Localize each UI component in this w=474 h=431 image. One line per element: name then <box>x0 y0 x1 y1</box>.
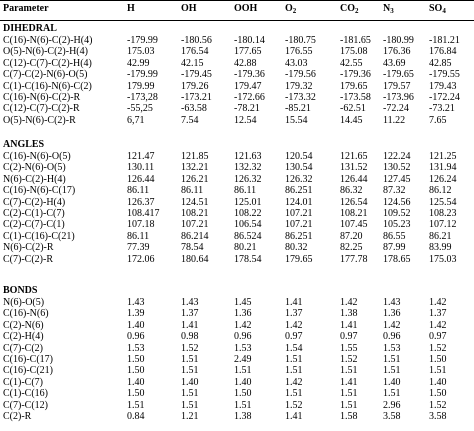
value-cell: 1.45 <box>234 297 252 308</box>
value-cell: 107.21 <box>285 219 313 231</box>
value-cell: 176.84 <box>429 46 457 58</box>
value-cell: 120.54 <box>285 151 313 162</box>
value-cell: 1.51 <box>383 365 401 377</box>
value-cell: 107.21 <box>181 219 209 231</box>
table-row <box>0 197 474 208</box>
value-cell: 126.44 <box>127 173 155 185</box>
value-cell: 86.11 <box>127 230 150 242</box>
value-cell: 126.32 <box>234 173 262 185</box>
value-cell: 0.96 <box>127 331 145 343</box>
value-cell: 178.65 <box>383 253 411 265</box>
header-parameter: Parameter <box>3 3 49 14</box>
value-cell: 1.37 <box>285 308 303 320</box>
value-cell: 86.12 <box>429 185 452 197</box>
parameter-cell: C(16)-N(6)-O(5) <box>3 151 71 162</box>
value-cell: 87.20 <box>340 230 363 242</box>
table-row <box>0 231 474 242</box>
value-cell: 1.42 <box>429 297 447 308</box>
parameter-cell: C(7)-C(2)-N(6)-O(5) <box>3 69 88 81</box>
value-cell: 179.99 <box>127 80 155 92</box>
value-cell: 86.11 <box>234 185 257 197</box>
value-cell: 108.417 <box>127 208 160 219</box>
value-cell: 1.42 <box>340 297 358 308</box>
value-cell: 175.03 <box>429 253 457 265</box>
header-oh: OH <box>181 3 197 14</box>
value-cell: -179.36 <box>234 69 265 81</box>
value-cell: 86.251 <box>285 230 313 242</box>
parameter-cell: C(2)-C(1)-C(7) <box>3 208 65 219</box>
value-cell: 1.38 <box>340 308 358 320</box>
header-rule <box>0 20 474 21</box>
value-cell: 42.88 <box>234 57 257 69</box>
parameter-cell: C(1)-C(16) <box>3 388 48 400</box>
value-cell: 1.52 <box>429 342 447 354</box>
value-cell: 106.54 <box>234 219 262 231</box>
value-cell: 130.11 <box>127 162 155 174</box>
value-cell: 86.524 <box>234 230 262 242</box>
value-cell: 0.97 <box>285 331 303 343</box>
value-cell: 178.54 <box>234 253 262 265</box>
value-cell: 108.21 <box>181 208 209 219</box>
value-cell: 1.53 <box>127 342 145 354</box>
value-cell: -180.14 <box>234 35 265 46</box>
value-cell: 1.51 <box>429 365 447 377</box>
value-cell: -180.99 <box>383 35 414 46</box>
value-cell: 126.54 <box>340 196 368 208</box>
value-cell: -181.65 <box>340 35 371 46</box>
parameter-cell: C(7)-C(2) <box>3 342 43 354</box>
table-header <box>0 3 474 17</box>
parameter-cell: C(16)-N(6)-C(2)-R <box>3 92 81 103</box>
value-cell: 1.51 <box>285 388 303 400</box>
parameter-cell: C(12)-C(7)-C(2)-H(4) <box>3 57 92 69</box>
value-cell: -63.58 <box>181 103 207 115</box>
value-cell: 42.99 <box>127 57 150 69</box>
value-cell: 1.51 <box>127 399 145 411</box>
value-cell: 177.78 <box>340 253 368 265</box>
value-cell: 126.32 <box>285 173 313 185</box>
value-cell: 1.41 <box>285 297 303 308</box>
value-cell: 122.24 <box>383 151 411 162</box>
value-cell: 109.52 <box>383 208 411 219</box>
value-cell: 1.51 <box>383 354 401 365</box>
table-row <box>0 162 474 173</box>
parameter-cell: C(7)-C(12) <box>3 399 48 411</box>
value-cell: 1.51 <box>234 399 252 411</box>
value-cell: 1.51 <box>181 399 199 411</box>
value-cell: 1.51 <box>340 388 358 400</box>
value-cell: 15.54 <box>285 114 308 126</box>
value-cell: -173.58 <box>340 92 371 103</box>
value-cell: 107.45 <box>340 219 368 231</box>
parameter-cell: C(1)-C(16)-N(6)-C(2) <box>3 80 92 92</box>
value-cell: 180.64 <box>181 253 209 265</box>
table-row <box>0 254 474 265</box>
value-cell: 1.50 <box>127 388 145 400</box>
value-cell: 124.01 <box>285 196 313 208</box>
value-cell: 179.26 <box>181 80 209 92</box>
value-cell: 1.51 <box>340 399 358 411</box>
value-cell: 1.52 <box>285 399 303 411</box>
header-o2: $O_2$ <box>285 3 297 15</box>
value-cell: 179.65 <box>340 80 368 92</box>
value-cell: 1.54 <box>285 342 303 354</box>
parameter-cell: N(6)-C(2)-H(4) <box>3 173 66 185</box>
value-cell: 1.51 <box>340 365 358 377</box>
parameter-cell: C(2)-N(6) <box>3 319 44 331</box>
value-cell: -55,25 <box>127 103 153 115</box>
parameter-cell: C(12)-C(7)-C(2)-R <box>3 103 80 115</box>
value-cell: 172.06 <box>127 253 155 265</box>
value-cell: 43.69 <box>383 57 406 69</box>
value-cell: 126.24 <box>429 173 457 185</box>
value-cell: 1.37 <box>181 308 199 320</box>
value-cell: -73.21 <box>429 103 455 115</box>
value-cell: 179.32 <box>285 80 313 92</box>
value-cell: 105.23 <box>383 219 411 231</box>
value-cell: 86.55 <box>383 230 406 242</box>
value-cell: 176.54 <box>181 46 209 58</box>
header-n3: $N_3$ <box>383 3 394 15</box>
value-cell: 1.42 <box>429 319 447 331</box>
value-cell: -179.99 <box>127 69 158 81</box>
value-cell: 86.11 <box>127 185 150 197</box>
value-cell: 82.25 <box>340 242 363 254</box>
value-cell: -173.96 <box>383 92 414 103</box>
value-cell: 177.65 <box>234 46 262 58</box>
value-cell: 179.43 <box>429 80 457 92</box>
value-cell: 0.96 <box>383 331 401 343</box>
value-cell: 43.03 <box>285 57 308 69</box>
value-cell: 1.21 <box>181 411 199 422</box>
value-cell: 1.40 <box>429 376 447 388</box>
table-row <box>0 411 474 422</box>
value-cell: 3.58 <box>383 411 401 422</box>
parameter-cell: C(2)-C(7)-C(1) <box>3 219 65 231</box>
value-cell: 1.50 <box>127 365 145 377</box>
value-cell: 175.03 <box>127 46 155 58</box>
value-cell: 1.36 <box>383 308 401 320</box>
value-cell: 2.49 <box>234 354 252 365</box>
value-cell: -173.32 <box>285 92 316 103</box>
value-cell: 1.51 <box>285 365 303 377</box>
value-cell: 107.18 <box>127 219 155 231</box>
header-so4: $SO_4$ <box>429 3 446 15</box>
parameter-cell: N(6)-C(2)-R <box>3 242 54 254</box>
table-row <box>0 331 474 342</box>
parameter-cell: C(16)-C(21) <box>3 365 53 377</box>
value-cell: 0.97 <box>340 331 358 343</box>
parameter-cell: O(5)-N(6)-C(2)-H(4) <box>3 46 88 58</box>
value-cell: 1.41 <box>181 319 199 331</box>
header-h: H <box>127 3 135 14</box>
value-cell: 1.42 <box>383 319 401 331</box>
value-cell: 86.32 <box>340 185 363 197</box>
value-cell: 1.36 <box>234 308 252 320</box>
value-cell: 2.96 <box>383 399 401 411</box>
value-cell: 0.84 <box>127 411 145 422</box>
parameter-cell: C(16)-C(17) <box>3 354 53 365</box>
value-cell: 1.50 <box>429 354 447 365</box>
value-cell: 1.53 <box>383 342 401 354</box>
value-cell: 1.40 <box>383 376 401 388</box>
parameter-cell: C(16)-N(6)-C(17) <box>3 185 76 197</box>
parameter-cell: C(7)-C(2)-H(4) <box>3 196 66 208</box>
value-cell: 11.22 <box>383 114 406 126</box>
value-cell: 1.51 <box>181 388 199 400</box>
value-cell: 126.21 <box>181 173 209 185</box>
table-row <box>0 297 474 308</box>
value-cell: 1.41 <box>340 319 358 331</box>
value-cell: 1.43 <box>127 297 145 308</box>
value-cell: 1.58 <box>340 411 358 422</box>
value-cell: -173.21 <box>181 92 212 103</box>
value-cell: 121.47 <box>127 151 155 162</box>
parameter-cell: C(2)-R <box>3 411 32 422</box>
top-rule <box>0 0 474 1</box>
table-row <box>0 92 474 103</box>
value-cell: -62.51 <box>340 103 366 115</box>
value-cell: -78.21 <box>234 103 260 115</box>
value-cell: -180.56 <box>181 35 212 46</box>
table-row <box>0 208 474 219</box>
value-cell: 1.37 <box>429 308 447 320</box>
value-cell: 12.54 <box>234 114 257 126</box>
value-cell: 78.54 <box>181 242 204 254</box>
value-cell: 108.23 <box>429 208 457 219</box>
value-cell: 1.41 <box>285 411 303 422</box>
table-row <box>0 219 474 230</box>
header-co2: $CO_2$ <box>340 3 359 15</box>
value-cell: 179.57 <box>383 80 411 92</box>
value-cell: 42.55 <box>340 57 363 69</box>
value-cell: 132.21 <box>181 162 209 174</box>
value-cell: 107.12 <box>429 219 457 231</box>
value-cell: 1.40 <box>181 376 199 388</box>
value-cell: 42.85 <box>429 57 452 69</box>
section-title-text: DIHEDRAL <box>3 23 57 34</box>
value-cell: 1.40 <box>127 376 145 388</box>
table-row <box>0 320 474 331</box>
bonds-section-title <box>0 285 474 296</box>
value-cell: 0.97 <box>429 331 447 343</box>
value-cell: 1.40 <box>127 319 145 331</box>
parameter-cell: C(1)-C(7) <box>3 376 43 388</box>
value-cell: 125.54 <box>429 196 457 208</box>
value-cell: 121.25 <box>429 151 457 162</box>
value-cell: 86.214 <box>181 230 209 242</box>
table-row <box>0 343 474 354</box>
value-cell: 126.44 <box>340 173 368 185</box>
value-cell: -179.56 <box>285 69 316 81</box>
value-cell: 1.55 <box>340 342 358 354</box>
table-row <box>0 35 474 46</box>
dihedral-section-title <box>0 23 474 34</box>
value-cell: 176.36 <box>383 46 411 58</box>
value-cell: 1.50 <box>127 354 145 365</box>
value-cell: -179.36 <box>340 69 371 81</box>
table-row <box>0 103 474 114</box>
value-cell: 1.42 <box>285 376 303 388</box>
value-cell: 1.51 <box>285 354 303 365</box>
value-cell: -72.24 <box>383 103 409 115</box>
table-row <box>0 377 474 388</box>
table-row <box>0 185 474 196</box>
value-cell: 1.41 <box>340 376 358 388</box>
table-row <box>0 388 474 399</box>
value-cell: 14.45 <box>340 114 363 126</box>
value-cell: -173,28 <box>127 92 158 103</box>
value-cell: 83.99 <box>429 242 452 254</box>
value-cell: 125.01 <box>234 196 262 208</box>
table-row <box>0 242 474 253</box>
value-cell: 121.65 <box>340 151 368 162</box>
table-row <box>0 365 474 376</box>
parameter-cell: N(6)-O(5) <box>3 297 45 308</box>
value-cell: -179.55 <box>429 69 460 81</box>
value-cell: 86.251 <box>285 185 313 197</box>
value-cell: 1.43 <box>383 297 401 308</box>
table-row <box>0 69 474 80</box>
value-cell: 131.52 <box>340 162 368 174</box>
value-cell: 175.08 <box>340 46 368 58</box>
value-cell: 77.39 <box>127 242 150 254</box>
parameter-cell: C(2)-H(4) <box>3 331 44 343</box>
value-cell: 1.52 <box>429 399 447 411</box>
table-row <box>0 58 474 69</box>
parameter-cell: O(5)-N(6)-C(2)-R <box>3 114 76 126</box>
value-cell: -179.99 <box>127 35 158 46</box>
value-cell: 1.42 <box>285 319 303 331</box>
value-cell: 121.63 <box>234 151 262 162</box>
value-cell: 176.55 <box>285 46 313 58</box>
header-ooh: OOH <box>234 3 258 14</box>
value-cell: 1.53 <box>234 342 252 354</box>
value-cell: 1.52 <box>181 342 199 354</box>
value-cell: -181.21 <box>429 35 460 46</box>
value-cell: -85.21 <box>285 103 311 115</box>
value-cell: 108.22 <box>234 208 262 219</box>
value-cell: 130.52 <box>383 162 411 174</box>
value-cell: 1.51 <box>234 365 252 377</box>
table-row <box>0 354 474 365</box>
section-title-text: ANGLES <box>3 139 45 150</box>
parameter-cell: C(7)-C(2)-R <box>3 253 53 265</box>
value-cell: 1.39 <box>127 308 145 320</box>
value-cell: 1.51 <box>383 388 401 400</box>
value-cell: 87.32 <box>383 185 406 197</box>
value-cell: 107.21 <box>285 208 313 219</box>
value-cell: 1.50 <box>429 388 447 400</box>
parameter-cell: C(2)-N(6)-O(5) <box>3 162 66 174</box>
value-cell: 0.98 <box>181 331 199 343</box>
table-row <box>0 174 474 185</box>
value-cell: 179.47 <box>234 80 262 92</box>
value-cell: 1.52 <box>340 354 358 365</box>
value-cell: 1.43 <box>181 297 199 308</box>
value-cell: 1.38 <box>234 411 252 422</box>
value-cell: -179.65 <box>383 69 414 81</box>
angles-section-title <box>0 139 474 150</box>
value-cell: 80.21 <box>234 242 257 254</box>
parameter-cell: C(1)-C(16)-C(21) <box>3 230 75 242</box>
value-cell: -172.24 <box>429 92 460 103</box>
value-cell: 1.50 <box>234 388 252 400</box>
value-cell: 0.96 <box>234 331 252 343</box>
value-cell: 6,71 <box>127 114 145 126</box>
value-cell: 132.32 <box>234 162 262 174</box>
value-cell: 7.54 <box>181 114 199 126</box>
value-cell: 126.37 <box>127 196 155 208</box>
value-cell: 1.51 <box>181 365 199 377</box>
section-title-text: BONDS <box>3 285 38 296</box>
value-cell: 131.94 <box>429 162 457 174</box>
value-cell: 124.51 <box>181 196 209 208</box>
table-row <box>0 308 474 319</box>
value-cell: -180.75 <box>285 35 316 46</box>
table-row <box>0 400 474 411</box>
table-row <box>0 151 474 162</box>
value-cell: 86.21 <box>429 230 452 242</box>
value-cell: 86.11 <box>181 185 204 197</box>
value-cell: -179.45 <box>181 69 212 81</box>
table-row <box>0 115 474 126</box>
value-cell: 1.51 <box>181 354 199 365</box>
value-cell: 121.85 <box>181 151 209 162</box>
value-cell: 80.32 <box>285 242 308 254</box>
parameter-cell: C(16)-N(6) <box>3 308 49 320</box>
value-cell: 7.65 <box>429 114 447 126</box>
parameter-cell: C(16)-N(6)-C(2)-H(4) <box>3 35 93 46</box>
value-cell: 1.40 <box>234 376 252 388</box>
value-cell: 87.99 <box>383 242 406 254</box>
value-cell: 3.58 <box>429 411 447 422</box>
value-cell: 127.45 <box>383 173 411 185</box>
value-cell: -172.66 <box>234 92 265 103</box>
value-cell: 124.56 <box>383 196 411 208</box>
value-cell: 179.65 <box>285 253 313 265</box>
value-cell: 42.15 <box>181 57 204 69</box>
value-cell: 130.54 <box>285 162 313 174</box>
table-row <box>0 46 474 57</box>
value-cell: 108.21 <box>340 208 368 219</box>
table-row <box>0 81 474 92</box>
value-cell: 1.42 <box>234 319 252 331</box>
